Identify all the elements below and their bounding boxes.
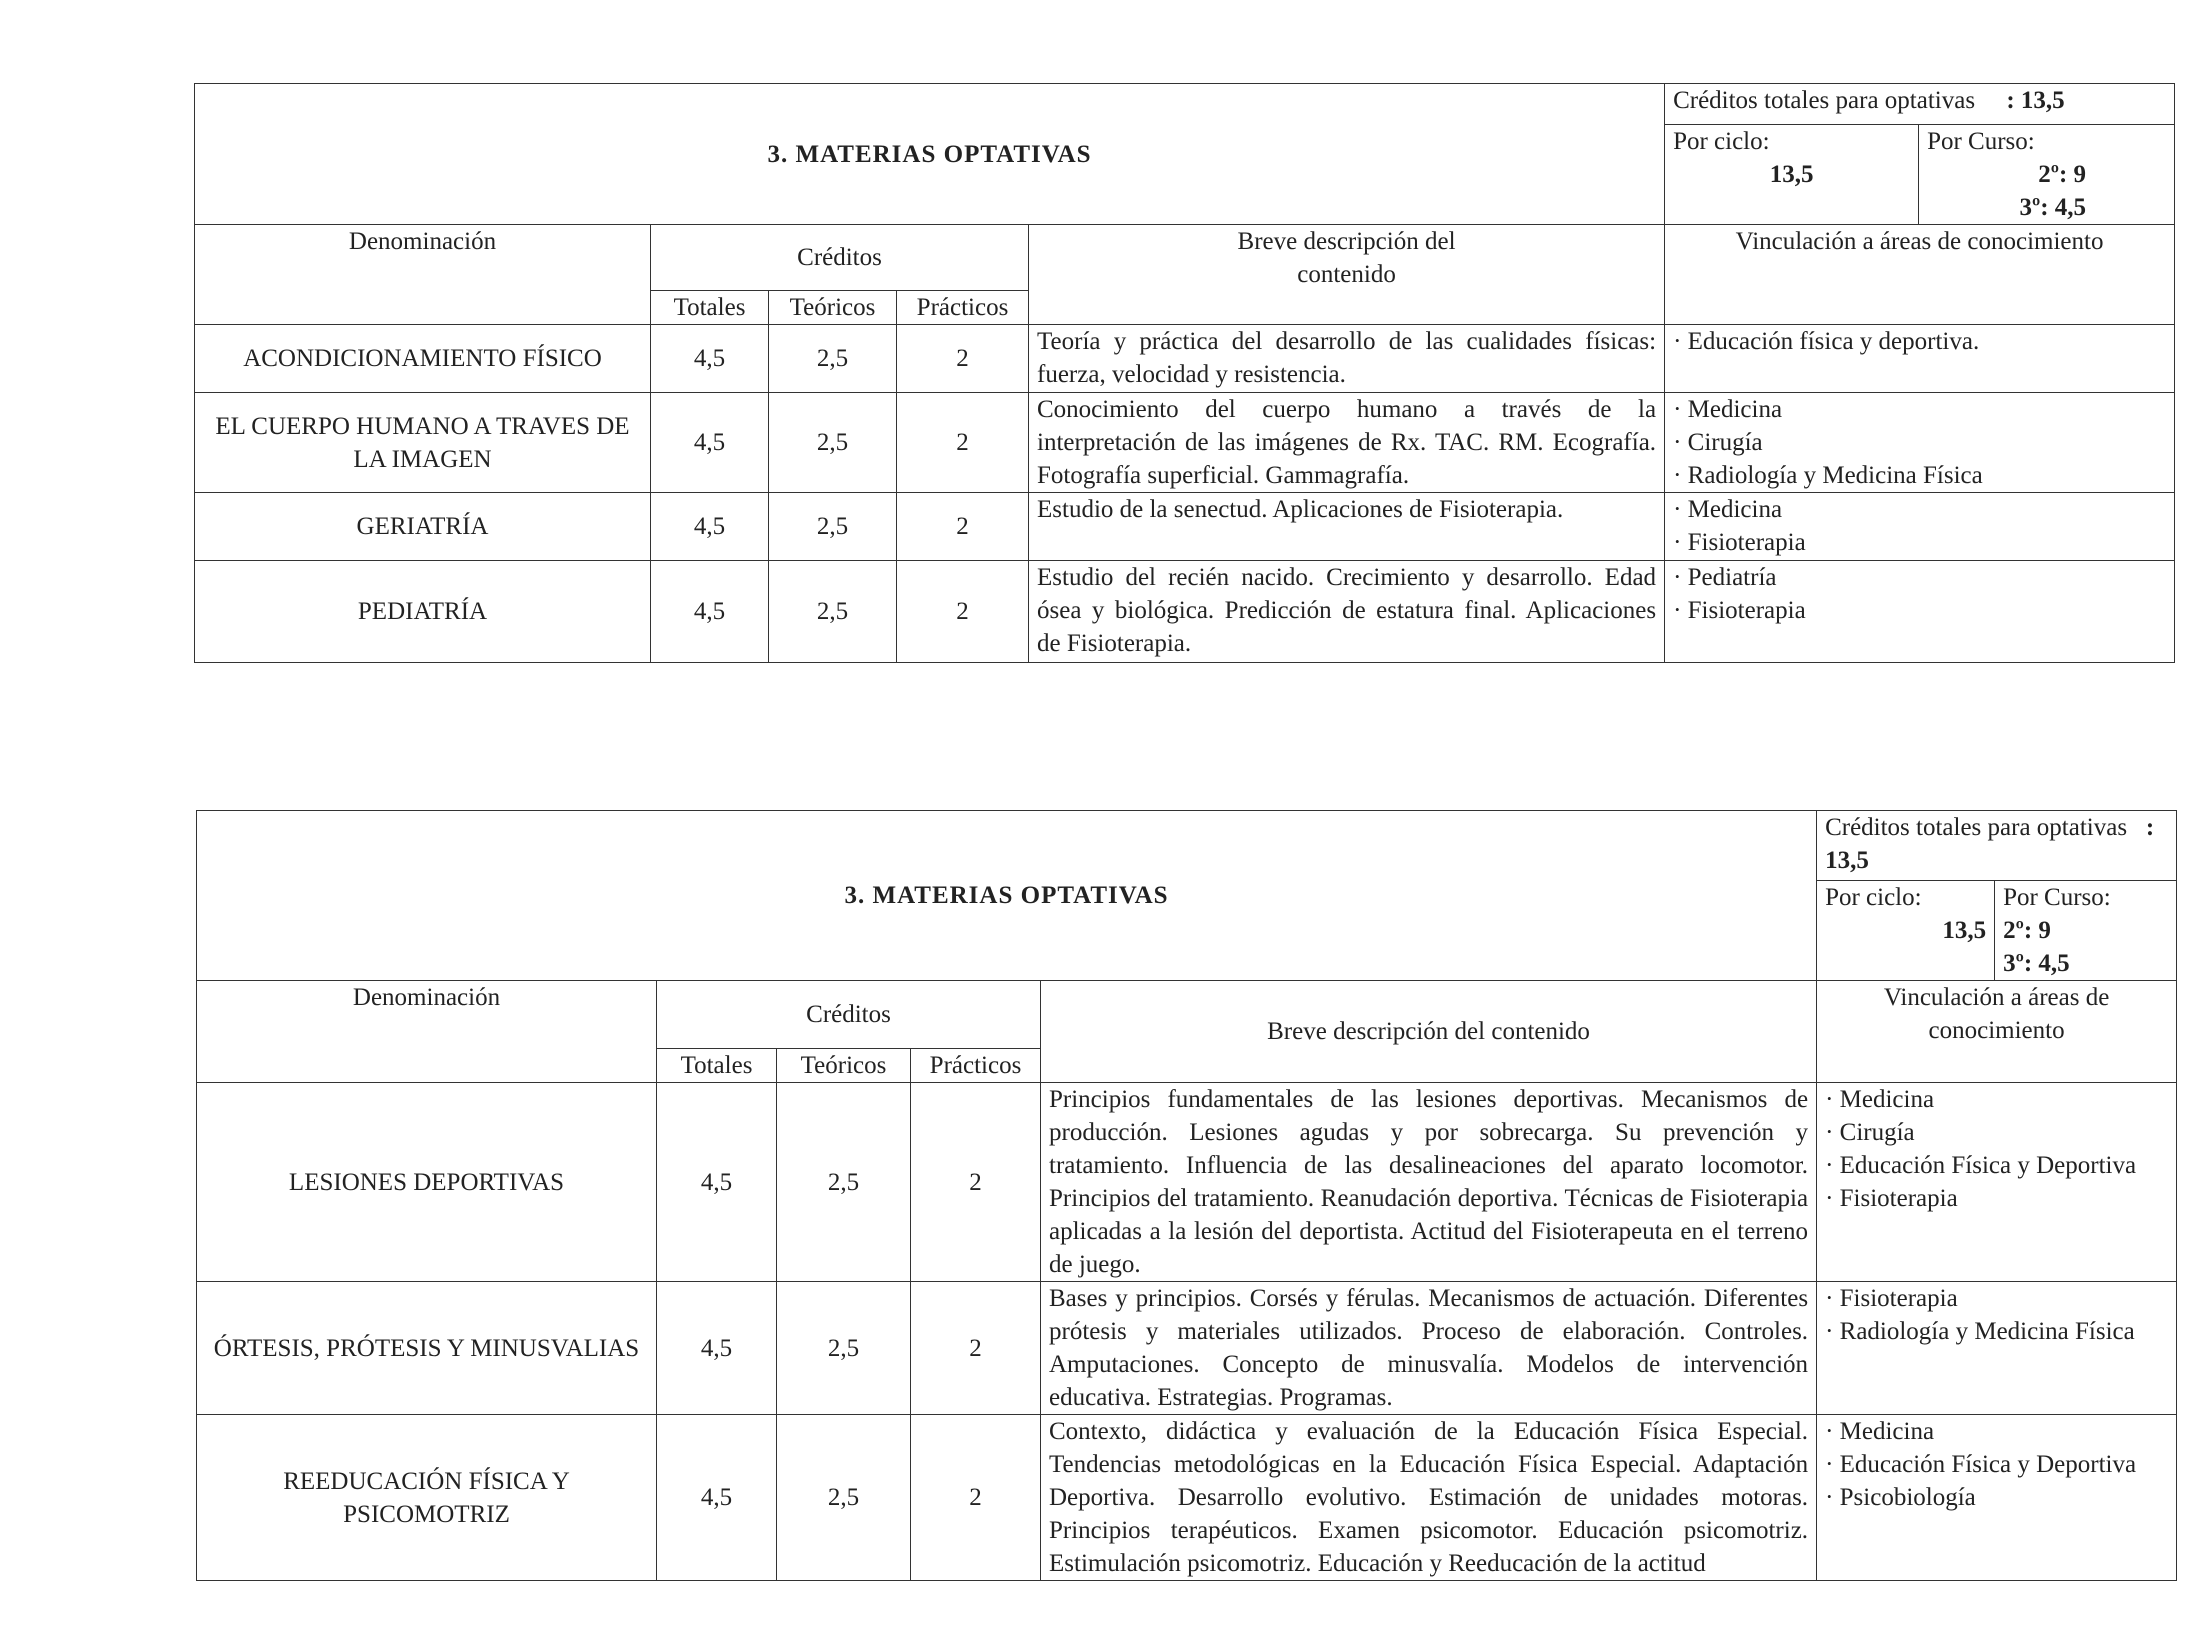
subject-name: ACONDICIONAMIENTO FÍSICO [195,325,651,393]
header-descripcion: Breve descripción del contenido [1029,225,1665,325]
header-descripcion: Breve descripción del contenido [1041,981,1817,1083]
header-practicos: Prácticos [911,1049,1041,1083]
area-item: · Cirugía [1825,1116,2168,1149]
knowledge-areas [1665,325,2175,393]
knowledge-areas [1817,1083,2177,1282]
credits-total-value: : 13,5 [2006,87,2065,114]
optativas-table-2 [196,810,2177,1581]
knowledge-areas [1817,1282,2177,1415]
credits-teoricos: 2,5 [777,1282,911,1415]
per-course-2: 2º: 9 [2003,917,2051,944]
area-item: · Fisioterapia [1825,1282,2168,1315]
area-item: · Fisioterapia [1825,1182,2168,1215]
per-cycle-value: 13,5 [1769,161,1814,188]
credits-practicos: 2 [897,561,1029,663]
subject-description: Conocimiento del cuerpo humano a través de la interpretación de las imágenes de Rx. TAC. RM. Ecografía. Fotografía superficial. Gammagrafía. [1029,393,1665,493]
credits-practicos: 2 [911,1415,1041,1581]
subject-name: PEDIATRÍA [195,561,651,663]
area-item: · Educación física y deportiva. [1673,325,2166,358]
per-course-3: 3º: 4,5 [2019,194,2087,221]
area-item: · Fisioterapia [1673,594,2166,627]
table-row [195,325,2175,393]
area-item: · Radiología y Medicina Física [1673,459,2166,492]
header-vinculacion: Vinculación a áreas de conocimiento [1665,225,2175,325]
subject-name: REEDUCACIÓN FÍSICA Y PSICOMOTRIZ [197,1415,657,1581]
credits-totales: 4,5 [651,493,769,561]
header-practicos: Prácticos [897,291,1029,325]
table-row [195,493,2175,561]
area-item: · Psicobiología [1825,1481,2168,1514]
per-cycle [1817,881,1995,981]
credits-totales: 4,5 [657,1083,777,1282]
table-title: 3. MATERIAS OPTATIVAS [197,811,1817,981]
per-course-3: 3º: 4,5 [2003,950,2070,977]
credits-practicos: 2 [911,1282,1041,1415]
table-row [197,1282,2177,1415]
header-teoricos: Teóricos [769,291,897,325]
per-course [1995,881,2177,981]
credits-total-value: : 13,5 [1825,814,2155,874]
area-item: · Pediatría [1673,561,2166,594]
credits-total [1665,84,2175,125]
credits-teoricos: 2,5 [769,393,897,493]
per-course-2: 2º: 9 [2038,161,2087,188]
header-denominacion: Denominación [195,225,651,325]
subject-name: GERIATRÍA [195,493,651,561]
knowledge-areas [1817,1415,2177,1581]
optativas-table-1 [194,83,2175,663]
per-course-label: Por Curso: [2003,884,2111,911]
credits-totales: 4,5 [651,393,769,493]
credits-practicos: 2 [911,1083,1041,1282]
table-row [197,1415,2177,1581]
per-course [1919,125,2175,225]
knowledge-areas [1665,493,2175,561]
header-vinculacion: Vinculación a áreas de conocimiento [1817,981,2177,1083]
subject-description: Teoría y práctica del desarrollo de las cualidades físicas: fuerza, velocidad y resistencia. [1029,325,1665,393]
area-item: · Radiología y Medicina Física [1825,1315,2168,1348]
header-denominacion: Denominación [197,981,657,1083]
table-row [195,393,2175,493]
knowledge-areas [1665,393,2175,493]
area-item: · Educación Física y Deportiva [1825,1448,2168,1481]
per-cycle-label: Por ciclo: [1673,128,1770,155]
credits-teoricos: 2,5 [769,493,897,561]
table-row [195,561,2175,663]
area-item: · Fisioterapia [1673,526,2166,559]
subject-description: Contexto, didáctica y evaluación de la Educación Física Especial. Tendencias metodológicas en la Educación Física Especial. Adaptación Deportiva. Desarrollo evolutivo. Estimación de unidades motoras. Principios terapéuticos. Examen psicomotor. Educación psicomotriz. Estimulación psicomotriz. Educación y Reeducación de la actitud [1041,1415,1817,1581]
per-cycle-label: Por ciclo: [1825,884,1922,911]
subject-description: Principios fundamentales de las lesiones deportivas. Mecanismos de producción. Lesiones agudas y por sobrecarga. Su prevención y tratamiento. Influencia de las desalineaciones del aparato locomotor. Principios del tratamiento. Reanudación deportiva. Técnicas de Fisioterapia aplicadas a la lesión del deportista. Actitud del Fisioterapeuta en el terreno de juego. [1041,1083,1817,1282]
header-creditos: Créditos [651,225,1029,291]
area-item: · Medicina [1673,393,2166,426]
subject-description: Bases y principios. Corsés y férulas. Mecanismos de actuación. Diferentes prótesis y materiales utilizados. Proceso de elaboración. Controles. Amputaciones. Concepto de minusvalía. Modelos de intervención educativa. Estrategias. Programas. [1041,1282,1817,1415]
per-cycle-value: 13,5 [1942,917,1987,944]
credits-teoricos: 2,5 [769,561,897,663]
credits-teoricos: 2,5 [769,325,897,393]
per-cycle [1665,125,1919,225]
credits-teoricos: 2,5 [777,1083,911,1282]
table-row [197,1083,2177,1282]
credits-total-label: Créditos totales para optativas [1825,814,2128,841]
subject-name: LESIONES DEPORTIVAS [197,1083,657,1282]
credits-practicos: 2 [897,393,1029,493]
credits-totales: 4,5 [651,561,769,663]
header-totales: Totales [651,291,769,325]
header-creditos: Créditos [657,981,1041,1049]
credits-practicos: 2 [897,493,1029,561]
header-totales: Totales [657,1049,777,1083]
credits-total-label: Créditos totales para optativas [1673,87,1976,114]
area-item: · Medicina [1825,1415,2168,1448]
subject-description: Estudio de la senectud. Aplicaciones de Fisioterapia. [1029,493,1665,561]
credits-teoricos: 2,5 [777,1415,911,1581]
subject-name: ÓRTESIS, PRÓTESIS Y MINUSVALIAS [197,1282,657,1415]
knowledge-areas [1665,561,2175,663]
table-title: 3. MATERIAS OPTATIVAS [195,84,1665,225]
subject-name: EL CUERPO HUMANO A TRAVES DE LA IMAGEN [195,393,651,493]
credits-total [1817,811,2177,881]
credits-totales: 4,5 [651,325,769,393]
credits-practicos: 2 [897,325,1029,393]
per-course-label: Por Curso: [1927,128,2035,155]
subject-description: Estudio del recién nacido. Crecimiento y desarrollo. Edad ósea y biológica. Predicción de estatura final. Aplicaciones de Fisioterapia. [1029,561,1665,663]
area-item: · Medicina [1673,493,2166,526]
header-teoricos: Teóricos [777,1049,911,1083]
credits-totales: 4,5 [657,1282,777,1415]
area-item: · Medicina [1825,1083,2168,1116]
area-item: · Cirugía [1673,426,2166,459]
area-item: · Educación Física y Deportiva [1825,1149,2168,1182]
credits-totales: 4,5 [657,1415,777,1581]
